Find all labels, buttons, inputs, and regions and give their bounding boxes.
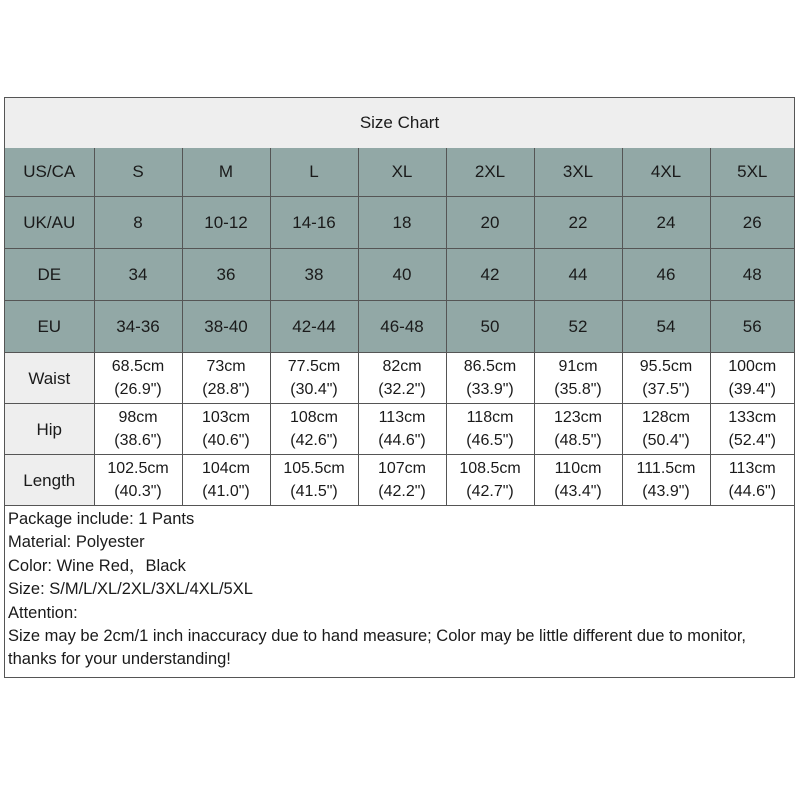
row-label: UK/AU (5, 197, 94, 249)
cm-value: 100cm (728, 358, 777, 375)
cm-value: 102.5cm (107, 460, 169, 477)
size-cell: 38-40 (182, 301, 270, 353)
size-cell: 48 (710, 249, 794, 301)
size-cell: 42 (446, 249, 534, 301)
size-cell: L (270, 148, 358, 197)
inch-value: (26.9") (114, 381, 162, 398)
inch-value: (43.9") (642, 483, 690, 500)
cm-value: 86.5cm (463, 358, 517, 375)
measurement-cell (446, 455, 534, 506)
measurement-cell (94, 353, 182, 404)
cm-value: 82cm (382, 358, 422, 375)
size-table (5, 148, 794, 506)
size-cell: 42-44 (270, 301, 358, 353)
measurement-cell (270, 404, 358, 455)
inch-value: (42.6") (290, 432, 338, 449)
cm-value: 133cm (728, 409, 777, 426)
inch-value: (37.5") (642, 381, 690, 398)
row-label: US/CA (5, 148, 94, 197)
inch-value: (44.6") (728, 483, 776, 500)
size-cell: 5XL (710, 148, 794, 197)
material-note: Material: Polyester (8, 533, 145, 552)
size-cell: 54 (622, 301, 710, 353)
cm-value: 113cm (728, 460, 776, 477)
measurement-cell (446, 404, 534, 455)
cm-value: 128cm (641, 409, 691, 426)
measurement-cell (94, 404, 182, 455)
size-note: Size: S/M/L/XL/2XL/3XL/4XL/5XL (8, 580, 253, 599)
measurement-cell (182, 404, 270, 455)
size-cell: 34-36 (94, 301, 182, 353)
measurement-cell (710, 353, 794, 404)
size-cell: 18 (358, 197, 446, 249)
inch-value: (41.0") (202, 483, 250, 500)
inch-value: (41.5") (290, 483, 338, 500)
inch-value: (33.9") (466, 381, 514, 398)
measurement-cell (622, 455, 710, 506)
size-chart (4, 97, 795, 678)
inch-value: (28.8") (202, 381, 250, 398)
measurement-cell (710, 404, 794, 455)
inch-value: (40.6") (202, 432, 250, 449)
size-cell: 52 (534, 301, 622, 353)
size-cell: 26 (710, 197, 794, 249)
size-row (5, 197, 794, 249)
cm-value: 110cm (554, 460, 602, 477)
row-label: Length (5, 455, 94, 506)
size-cell: 22 (534, 197, 622, 249)
size-cell: 2XL (446, 148, 534, 197)
row-label: Hip (5, 404, 94, 455)
measurement-cell (710, 455, 794, 506)
size-cell: 40 (358, 249, 446, 301)
attention-label: Attention: (8, 603, 78, 622)
size-cell: 24 (622, 197, 710, 249)
cm-value: 95.5cm (639, 358, 693, 375)
measurement-cell (446, 353, 534, 404)
disclaimer-note: Size may be 2cm/1 inch inaccuracy due to hand measure; Color may be little different due to monitor, thanks for your understanding! (8, 627, 746, 669)
cm-value: 77.5cm (287, 358, 341, 375)
measurement-cell (534, 455, 622, 506)
cm-value: 68.5cm (111, 358, 165, 375)
size-cell: S (94, 148, 182, 197)
size-cell: 46-48 (358, 301, 446, 353)
size-row (5, 148, 794, 197)
inch-value: (38.6") (114, 432, 162, 449)
cm-value: 103cm (201, 409, 251, 426)
cm-value: 107cm (377, 460, 427, 477)
inch-value: (52.4") (728, 432, 776, 449)
inch-value: (30.4") (290, 381, 338, 398)
size-cell: 56 (710, 301, 794, 353)
measurement-cell (622, 353, 710, 404)
product-notes (5, 505, 794, 672)
measurement-row (5, 404, 794, 455)
measurement-cell (182, 455, 270, 506)
cm-value: 91cm (558, 358, 598, 375)
size-cell: 20 (446, 197, 534, 249)
size-cell: M (182, 148, 270, 197)
measurement-cell (358, 455, 446, 506)
inch-value: (44.6") (378, 432, 426, 449)
row-label: EU (5, 301, 94, 353)
size-cell: 3XL (534, 148, 622, 197)
inch-value: (35.8") (554, 381, 602, 398)
inch-value: (48.5") (554, 432, 602, 449)
inch-value: (42.7") (466, 483, 514, 500)
size-cell: 8 (94, 197, 182, 249)
size-cell: 10-12 (182, 197, 270, 249)
size-cell: 50 (446, 301, 534, 353)
measurement-cell (270, 353, 358, 404)
cm-value: 111.5cm (636, 460, 696, 477)
measurement-row (5, 455, 794, 506)
measurement-cell (182, 353, 270, 404)
row-label: Waist (5, 353, 94, 404)
cm-value: 108.5cm (459, 460, 521, 477)
cm-value: 113cm (378, 409, 426, 426)
cm-value: 108cm (289, 409, 339, 426)
package-note: Package include: 1 Pants (8, 510, 195, 528)
color-note: Color: Wine Red，Black (8, 556, 186, 575)
inch-value: (39.4") (728, 381, 776, 398)
measurement-cell (358, 404, 446, 455)
inch-value: (43.4") (554, 483, 602, 500)
size-cell: 44 (534, 249, 622, 301)
cm-value: 118cm (466, 409, 514, 426)
measurement-cell (358, 353, 446, 404)
row-label: DE (5, 249, 94, 301)
measurement-cell (94, 455, 182, 506)
measurement-row (5, 353, 794, 404)
cm-value: 123cm (553, 409, 603, 426)
size-cell: 34 (94, 249, 182, 301)
cm-value: 73cm (206, 358, 246, 375)
chart-title: Size Chart (5, 98, 794, 149)
measurement-cell (622, 404, 710, 455)
measurement-cell (534, 404, 622, 455)
size-cell: XL (358, 148, 446, 197)
size-cell: 36 (182, 249, 270, 301)
size-row (5, 249, 794, 301)
size-row (5, 301, 794, 353)
measurement-cell (270, 455, 358, 506)
size-cell: 14-16 (270, 197, 358, 249)
inch-value: (50.4") (642, 432, 690, 449)
size-cell: 38 (270, 249, 358, 301)
size-cell: 46 (622, 249, 710, 301)
cm-value: 104cm (201, 460, 251, 477)
inch-value: (32.2") (378, 381, 426, 398)
inch-value: (46.5") (466, 432, 514, 449)
cm-value: 98cm (118, 409, 158, 426)
inch-value: (42.2") (378, 483, 426, 500)
inch-value: (40.3") (114, 483, 162, 500)
measurement-cell (534, 353, 622, 404)
size-cell: 4XL (622, 148, 710, 197)
cm-value: 105.5cm (283, 460, 345, 477)
